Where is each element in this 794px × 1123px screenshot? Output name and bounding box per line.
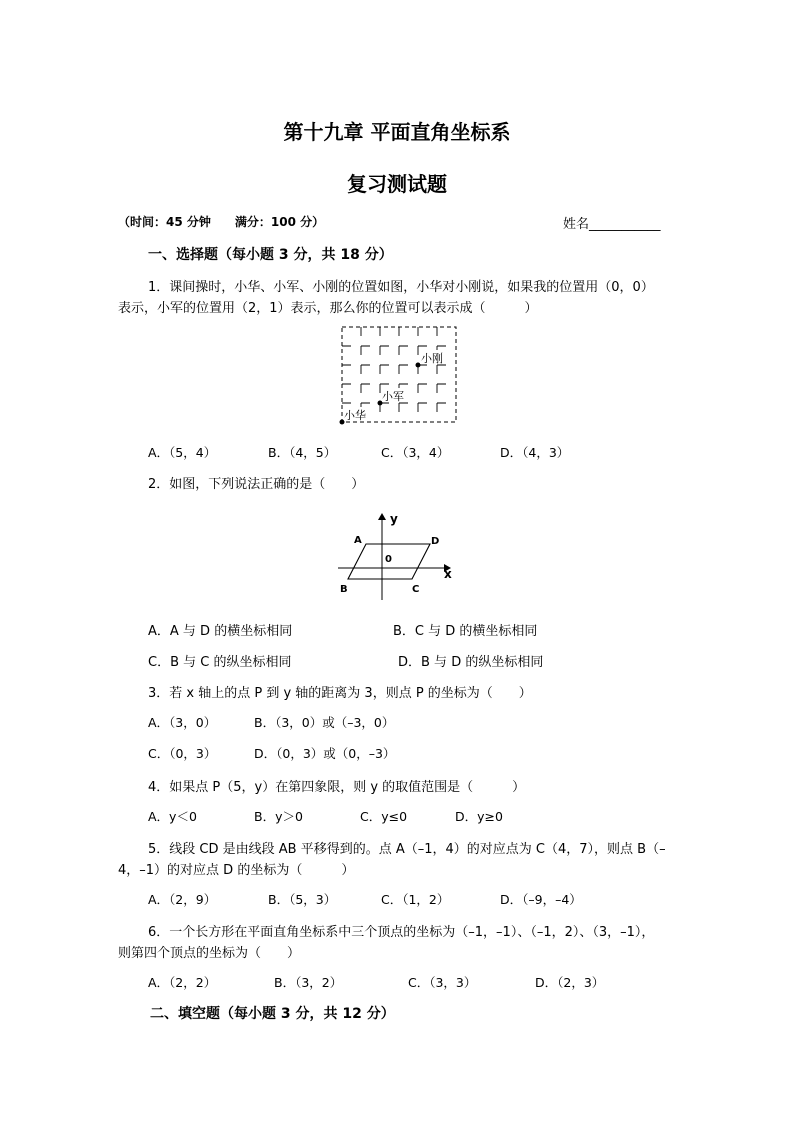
q6-option-a: A．（2，2） (148, 975, 217, 990)
label-xiaogang: 小刚 (421, 352, 443, 365)
q4-stem: 4．如果点 P（5，y）在第四象限，则 y 的取值范围是（ ） (148, 780, 526, 795)
q1-option-a: A．（5，4） (148, 445, 217, 460)
q3-option-d: D．（0，3）或（0，–3） (254, 746, 396, 761)
q3-option-b: B．（3，0）或（–3，0） (254, 715, 395, 730)
page-title: 第十九章 平面直角坐标系 (283, 120, 511, 144)
q4-option-b: B．y＞0 (254, 809, 303, 824)
section-1-heading: 一、选择题（每小题 3 分，共 18 分） (148, 247, 393, 263)
section-2-heading: 二、填空题（每小题 3 分，共 12 分） (150, 1006, 395, 1022)
q2-stem: 2．如图，下列说法正确的是（ ） (148, 477, 365, 492)
q6-stem-line2: 则第四个顶点的坐标为（ ） (118, 946, 301, 961)
q1-stem-line1: 1．课间操时，小华、小军、小刚的位置如图，小华对小刚说，如果我的位置用（0，0） (148, 280, 654, 295)
q4-option-c: C．y≤0 (360, 809, 408, 824)
q1-stem-line2: 表示，小军的位置用（2，1）表示，那么你的位置可以表示成（ ） (118, 301, 538, 316)
q2-option-b: B．C 与 D 的横坐标相同 (393, 624, 538, 639)
exam-info: （时间：45 分钟 满分：100 分） (118, 215, 325, 229)
q1-grid-figure (330, 322, 470, 430)
q1-option-c: C．（3，4） (381, 445, 450, 460)
q4-option-a: A．y＜0 (148, 809, 197, 824)
q2-option-c: C．B 与 C 的纵坐标相同 (148, 655, 292, 670)
q5-stem-line2: 4，–1）的对应点 D 的坐标为（ ） (118, 863, 355, 878)
q4-option-d: D．y≥0 (455, 809, 503, 824)
label-xiaojun: 小军 (382, 390, 404, 403)
label-y: y (390, 512, 398, 526)
label-origin: 0 (385, 554, 392, 565)
q1-option-b: B．（4，5） (268, 445, 337, 460)
q5-option-b: B．（5，3） (268, 892, 337, 907)
q5-option-a: A．（2，9） (148, 892, 217, 907)
page-subtitle: 复习测试题 (347, 172, 447, 196)
q2-option-d: D．B 与 D 的纵坐标相同 (398, 655, 544, 670)
q6-option-b: B．（3，2） (274, 975, 343, 990)
q1-option-d: D．（4，3） (500, 445, 570, 460)
label-b: B (340, 584, 348, 595)
label-x: x (444, 567, 452, 581)
q5-option-d: D．（–9，–4） (500, 892, 582, 907)
label-d: D (431, 536, 440, 547)
q5-option-c: C．（1，2） (381, 892, 450, 907)
q6-option-c: C．（3，3） (408, 975, 477, 990)
point-xiaogang (416, 363, 421, 368)
q6-stem-line1: 6．一个长方形在平面直角坐标系中三个顶点的坐标为（–1，–1）、（–1，2）、（3，–1）， (148, 925, 655, 940)
q2-figure (332, 508, 460, 602)
q3-stem: 3．若 x 轴上的点 P 到 y 轴的距离为 3，则点 P 的坐标为（ ） (148, 686, 532, 701)
q2-option-a: A．A 与 D 的横坐标相同 (148, 624, 293, 639)
label-a: A (354, 535, 362, 546)
name-field: 姓名___________ (563, 217, 661, 232)
q5-stem-line1: 5．线段 CD 是由线段 AB 平移得到的。点 A（–1，4）的对应点为 C（4，7），则点 B（– (148, 842, 666, 857)
label-c: C (412, 584, 420, 595)
q6-option-d: D．（2，3） (535, 975, 605, 990)
q3-option-c: C．（0，3） (148, 746, 217, 761)
label-xiaohua: 小华 (344, 409, 366, 422)
q3-option-a: A．（3，0） (148, 715, 217, 730)
